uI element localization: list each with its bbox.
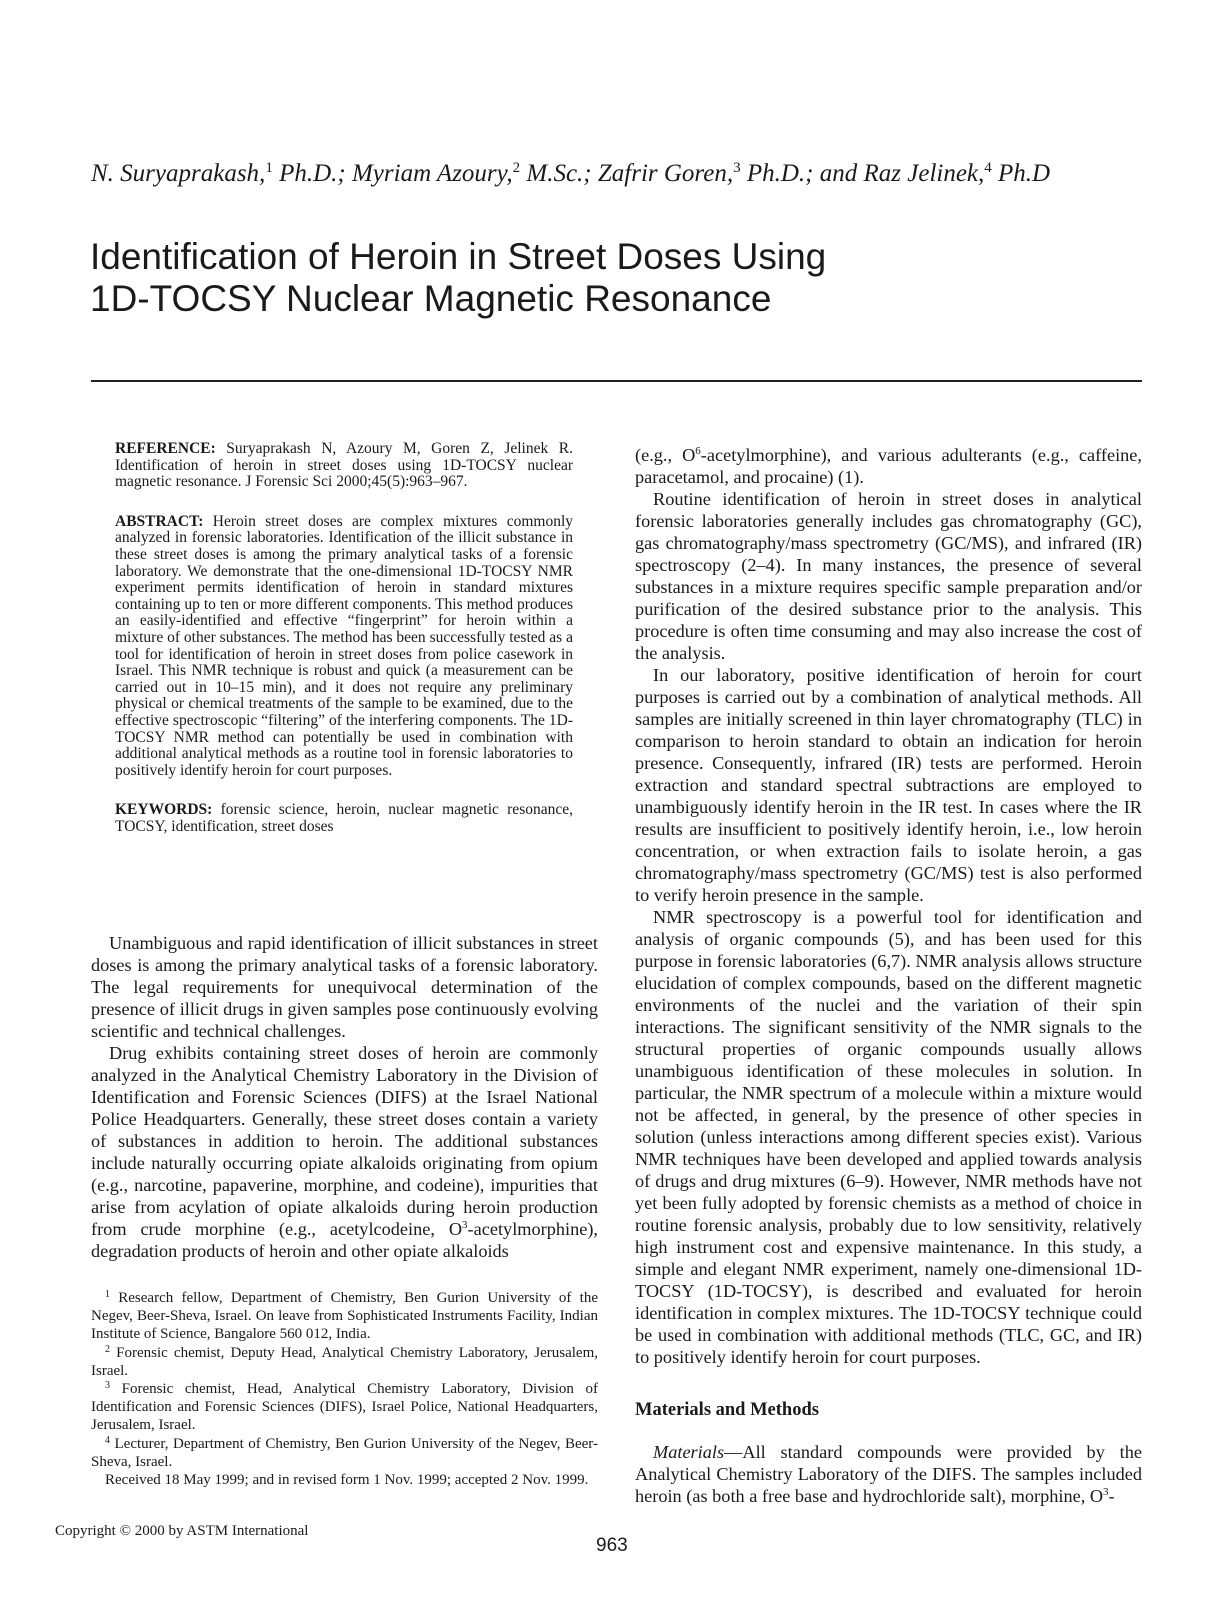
footnote-4	[91, 1435, 598, 1471]
author-degree: Ph.D.; and	[740, 160, 864, 187]
keywords-label: KEYWORDS:	[115, 801, 213, 819]
reference-label: REFERENCE:	[115, 440, 216, 457]
body-text: -acetylmorphine), and various adulterants (e.g., caffeine, paracetamol, and procaine) (1).	[635, 445, 1142, 487]
copyright-notice: Copyright © 2000 by ASTM International	[55, 1523, 309, 1539]
section-heading: Materials and Methods	[635, 1400, 819, 1420]
body-text: (e.g., O	[635, 445, 696, 465]
superscript: 3	[462, 1219, 468, 1231]
abstract-block	[115, 441, 573, 858]
affiliation-marker: 3	[733, 160, 741, 176]
author-degree: M.Sc.;	[520, 160, 598, 187]
footnote-text: Research fellow, Department of Chemistry, Ben Gurion University of the Negev, Beer-Sheva, Israel. On leave from Sophisticated Instruments Facility, Indian Institute of Science, Bangalore 560 012, India.	[91, 1290, 598, 1343]
page-number: 963	[596, 1535, 628, 1556]
article-title	[90, 236, 1090, 320]
reference-paragraph	[115, 441, 573, 491]
footnote-marker: 3	[105, 1380, 110, 1392]
superscript: 3	[1103, 1486, 1109, 1498]
author-degree: Ph.D	[991, 160, 1051, 187]
body-paragraph-nmr: NMR spectroscopy is a powerful tool for identification and analysis of organic compounds (5), and has been used for this purpose in forensic laboratories (6,7). NMR analysis allows structure elucidation of complex compounds, based on the different magnetic environments of the nuclei and the variation of their spin interactions. The significant sensitivity of the NMR signals to the structural properties of organic compounds usually allows unambiguous identification of these molecules in solution. In particular, the NMR spectrum of a molecule within a mixture would not be affected, in general, by the presence of other species in solution (unless interactions among different species exist). Various NMR techniques have been developed and applied towards analysis of drugs and drug mixtures (6–9). However, NMR methods have not yet been fully adopted by forensic chemists as a method of choice in routine forensic analysis, probably due to low sensitivity, relatively high instrument cost and expensive maintenance. In this study, a simple and elegant NMR experiment, namely one-dimensional 1D-TOCSY (1D-TOCSY), is described and evaluated for heroin identification in complex mixtures. The 1D-TOCSY technique could be used in combination with additional methods (TLC, GC, and IR) to positively identify heroin for court purposes.	[635, 907, 1142, 1367]
keywords-paragraph	[115, 802, 573, 835]
body-paragraph-laboratory: In our laboratory, positive identification of heroin for court purposes is carried out by a combination of analytical methods. All samples are initially screened in thin layer chromatography (TLC) in comparison to heroin standard to obtain an indication for heroin presence. Consequently, infrared (IR) tests are performed. Heroin extraction and standard spectral subtractions are employed to unambiguously identify heroin in the IR test. In cases where the IR results are insufficient to positively identify heroin, i.e., low heroin concentration, or when extraction fails to isolate heroin, a gas chromatography/mass spectrometry (GC/MS) test is also performed to verify heroin presence in the sample.	[635, 665, 1142, 905]
right-column	[635, 444, 1142, 1507]
footnote-marker: 2	[105, 1343, 110, 1355]
body-paragraph-routine: Routine identification of heroin in street doses in analytical forensic laboratories generally includes gas chromatography (GC), gas chromatography/mass spectrometry (GC/MS), and infrared (IR) spectroscopy (2–4). In many instances, the presence of several substances in a mixture requires specific sample preparation and/or purification of the desired substance prior to the analysis. This procedure is often time consuming and may also increase the cost of the analysis.	[635, 489, 1142, 663]
footnote-2	[91, 1344, 598, 1380]
affiliation-marker: 1	[265, 160, 273, 176]
footnote-3	[91, 1380, 598, 1435]
intro-text: Drug exhibits containing street doses of heroin are commonly analyzed in the Analytical Chemistry Laboratory in the Division of Identification and Forensic Sciences (DIFS) at the Israel National Police Headquarters. Generally, these street doses contain a variety of substances in addition to heroin. The additional substances include naturally occurring opiate alkaloids originating from opium (e.g., narcotine, papaverine, morphine, and codeine), impurities that arise from acylation of opiate alkaloids during heroin production from crude morphine (e.g., acetylcodeine, O	[91, 1043, 598, 1239]
author-list	[91, 160, 1151, 188]
abstract-label: ABSTRACT:	[115, 512, 204, 530]
footnote-1	[91, 1289, 598, 1344]
intro-column	[91, 932, 598, 1262]
footnote-marker: 1	[105, 1289, 110, 1300]
author-degree: Ph.D.;	[272, 160, 352, 187]
author-name: Myriam Azoury,	[351, 160, 513, 187]
footnote-text: Lecturer, Department of Chemistry, Ben Gurion University of the Negev, Beer-Sheva, Israel.	[91, 1435, 598, 1470]
title-line-2: 1D-TOCSY Nuclear Magnetic Resonance	[90, 278, 772, 319]
intro-text: -acetylmorphine), degradation products of heroin and other opiate alkaloids	[91, 1219, 598, 1261]
footnote-text: Forensic chemist, Head, Analytical Chemistry Laboratory, Division of Identification and Forensic Sciences (DIFS), Israel Police, National Headquarters, Jerusalem, Israel.	[91, 1381, 598, 1434]
received-dates: Received 18 May 1999; and in revised form 1 Nov. 1999; accepted 2 Nov. 1999.	[105, 1472, 589, 1489]
footnotes	[91, 1289, 598, 1489]
body-text: —All standard compounds were provided by the Analytical Chemistry Laboratory of the DIFS. The samples included heroin (as both a free base and hydrochloride salt), morphine, O	[635, 1442, 1142, 1506]
footnote-text: Forensic chemist, Deputy Head, Analytical Chemistry Laboratory, Jerusalem, Israel.	[91, 1344, 598, 1379]
author-name: Raz Jelinek,	[863, 160, 985, 187]
run-in-heading: Materials	[653, 1442, 725, 1462]
title-line-1: Identification of Heroin in Street Doses Using	[90, 236, 827, 277]
affiliation-marker: 2	[512, 160, 521, 176]
title-divider	[91, 380, 1142, 382]
keywords-text: forensic science, heroin, nuclear magnetic resonance, TOCSY, identification, street doses	[115, 801, 573, 835]
intro-paragraph-1: Unambiguous and rapid identification of illicit substances in street doses is among the primary analytical tasks of a forensic laboratory. The legal requirements for unequivocal determination of the presence of illicit drugs in given samples pose continuously evolving scientific and technical challenges.	[91, 933, 598, 1041]
abstract-text: Heroin street doses are complex mixtures commonly analyzed in forensic laboratories. Identification of the illicit substance in these street doses is among the primary analytical tasks of a forensic laboratory. We demonstrate that the one-dimensional 1D-TOCSY NMR experiment permits identification of heroin in standard mixtures containing up to ten or more different components. This method produces an easily-identified and effective “fingerprint” for heroin within a mixture of other substances. The method has been successfully tested as a tool for identification of heroin in street doses from police casework in Israel. This NMR technique is robust and quick (a measurement can be carried out in 10–15 min), and it does not require any preliminary physical or chemical treatments of the sample to be examined, due to the effective spectroscopic “filtering” of the interfering components. The 1D-TOCSY NMR method can potentially be used in combination with additional analytical methods as a routine tool in forensic laboratories to positively identify heroin for court purposes.	[115, 512, 573, 779]
body-text: -	[1108, 1486, 1115, 1506]
author-name: N. Suryaprakash,	[91, 160, 266, 187]
abstract-paragraph	[115, 514, 573, 780]
body-paragraph-materials	[635, 1441, 1142, 1507]
superscript: 6	[695, 445, 701, 457]
reference-text: Suryaprakash N, Azoury M, Goren Z, Jelinek R. Identification of heroin in street doses using 1D-TOCSY nuclear magnetic resonance. J Forensic Sci 2000;45(5):963–967.	[115, 440, 573, 491]
intro-paragraph-2	[91, 1042, 598, 1262]
footnote-marker: 4	[105, 1434, 110, 1446]
affiliation-marker: 4	[984, 160, 992, 176]
continued-paragraph	[635, 444, 1142, 488]
author-name: Zafrir Goren,	[597, 160, 734, 187]
